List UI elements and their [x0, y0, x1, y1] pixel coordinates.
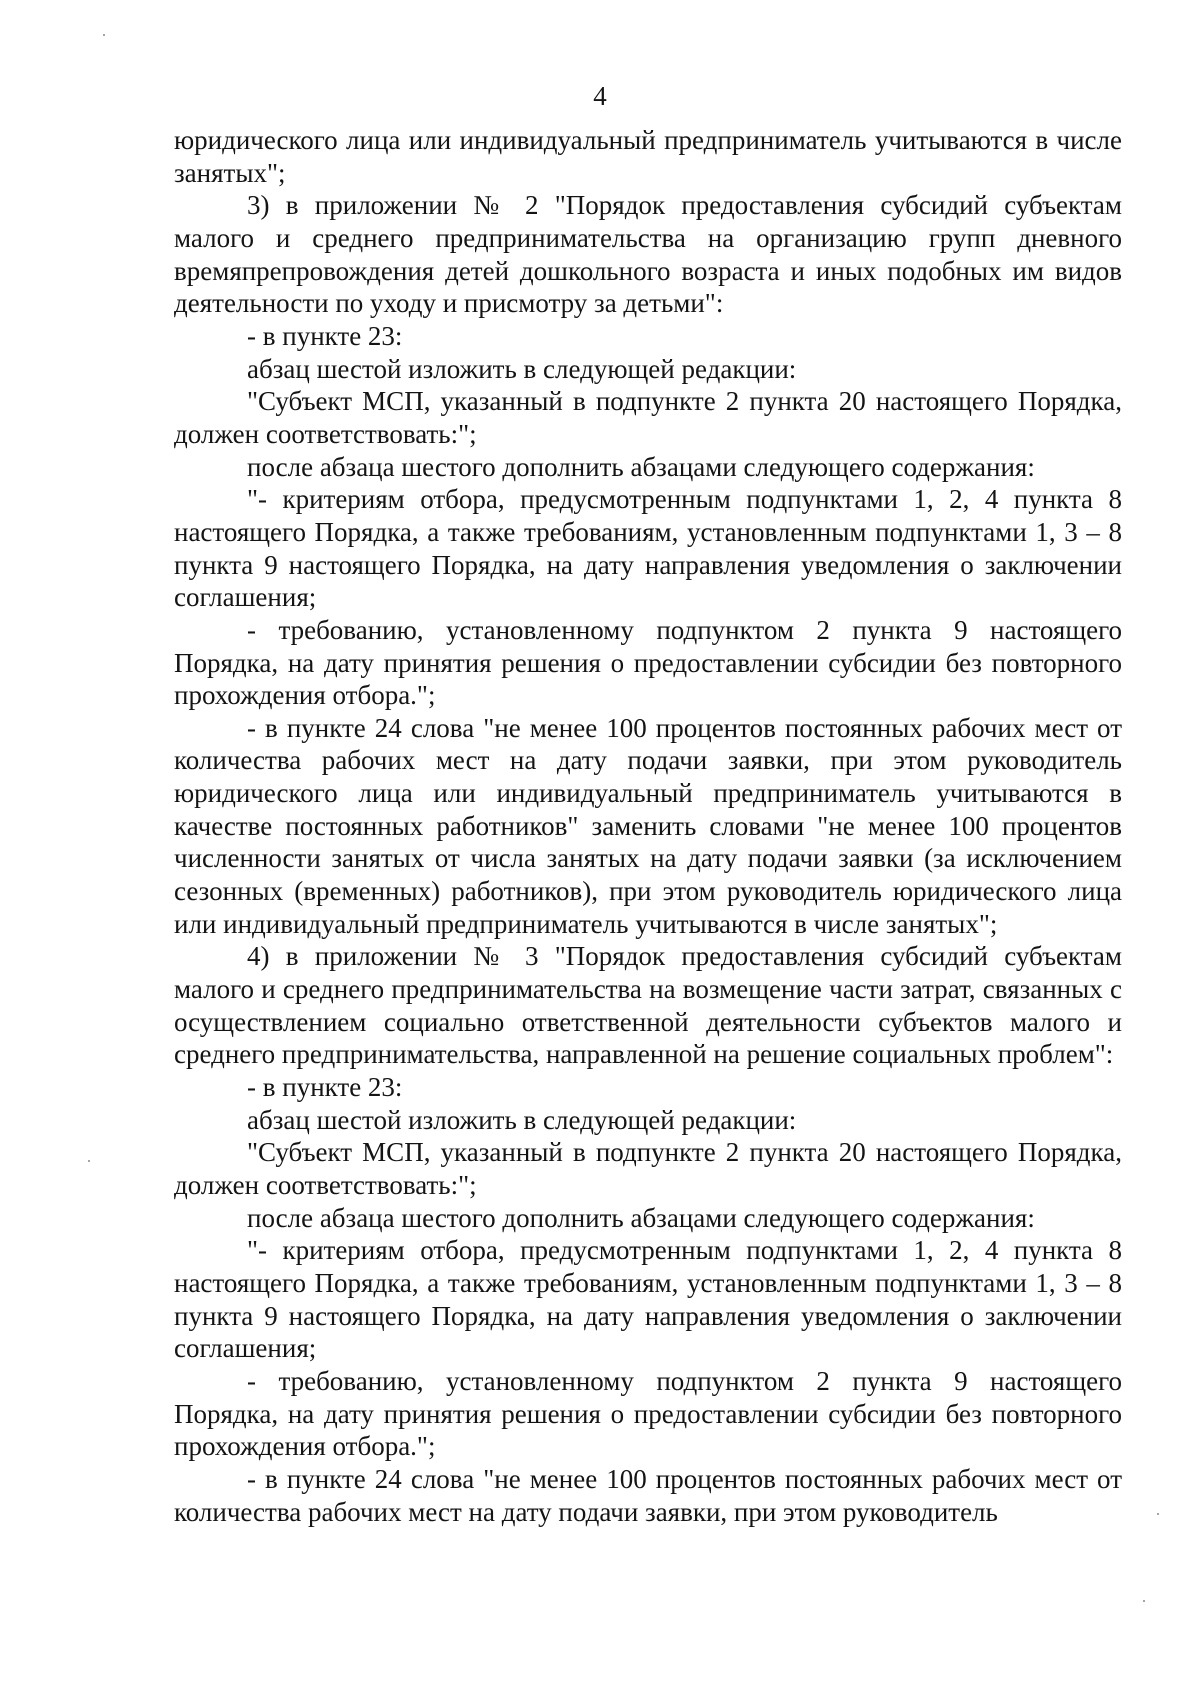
paragraph-point-24: - в пункте 24 слова "не менее 100 процентов постоянных рабочих мест от количества рабочих мест на дату подачи заявки, при этом руководитель юридического лица или индивидуальный предприниматель учитываются в качестве постоянных работников" заменить словами "не менее 100 процентов численности занятых от числа занятых на дату подачи заявки (за исключением сезонных (временных) работников), при этом руководитель юридического лица или индивидуальный предприниматель учитываются в числе занятых";: [174, 712, 1122, 939]
paragraph-instruction: абзац шестой изложить в следующей редакции:: [247, 353, 797, 384]
page-number: 4: [593, 81, 607, 111]
paragraph-criteria: "- критериям отбора, предусмотренным подпунктами 1, 2, 4 пункта 8 настоящего Порядка, а также требованиям, установленным подпунктами 1, 3 – 8 пункта 9 настоящего Порядка, на дату направления уведомления о заключении соглашения;: [174, 1235, 1122, 1364]
paragraph-point-23: - в пункте 23:: [247, 320, 403, 351]
scan-speck: [1157, 1513, 1159, 1515]
paragraph-item-4: 4) в приложении № 3 "Порядок предоставления субсидий субъектам малого и среднего предпринимательства на возмещение части затрат, связанных с осуществлением социально ответственной деятельности субъектов малого и среднего предпринимательства, направленной на решение социальных проблем":: [174, 941, 1122, 1070]
paragraph-point-24: - в пункте 24 слова "не менее 100 процентов постоянных рабочих мест от количества рабочих мест на дату подачи заявки, при этом руководитель: [174, 1463, 1122, 1527]
paragraph-instruction: абзац шестой изложить в следующей редакции:: [247, 1104, 797, 1135]
paragraph-quote: "Субъект МСП, указанный в подпункте 2 пункта 20 настоящего Порядка, должен соответствовать:";: [174, 386, 1122, 449]
paragraph-quote: "Субъект МСП, указанный в подпункте 2 пункта 20 настоящего Порядка, должен соответствовать:";: [174, 1137, 1122, 1200]
scan-speck: [103, 34, 105, 36]
paragraph-point-23: - в пункте 23:: [247, 1072, 403, 1103]
paragraph-criteria: "- критериям отбора, предусмотренным подпунктами 1, 2, 4 пункта 8 настоящего Порядка, а также требованиям, установленным подпунктами 1, 3 – 8 пункта 9 настоящего Порядка, на дату направления уведомления о заключении соглашения;: [174, 484, 1122, 613]
paragraph-instruction: после абзаца шестого дополнить абзацами следующего содержания:: [247, 1202, 1035, 1233]
paragraph-item-3: 3) в приложении № 2 "Порядок предоставления субсидий субъектам малого и среднего предпринимательства на организацию групп дневного времяпрепровождения детей дошкольного возраста и иных подобных им видов деятельности по уходу и присмотру за детьми":: [174, 190, 1122, 319]
document-body: [174, 124, 1122, 1528]
paragraph-continuation: юридического лица или индивидуальный предприниматель учитываются в числе занятых";: [174, 125, 1122, 188]
paragraph-instruction: после абзаца шестого дополнить абзацами следующего содержания:: [247, 451, 1035, 482]
scan-speck: [1143, 1600, 1145, 1602]
paragraph-requirement: - требованию, установленному подпунктом 2 пункта 9 настоящего Порядка, на дату принятия решения о предоставлении субсидии без повторного прохождения отбора.";: [174, 614, 1122, 711]
scan-speck: [88, 1160, 90, 1162]
paragraph-requirement: - требованию, установленному подпунктом 2 пункта 9 настоящего Порядка, на дату принятия решения о предоставлении субсидии без повторного прохождения отбора.";: [174, 1365, 1122, 1462]
